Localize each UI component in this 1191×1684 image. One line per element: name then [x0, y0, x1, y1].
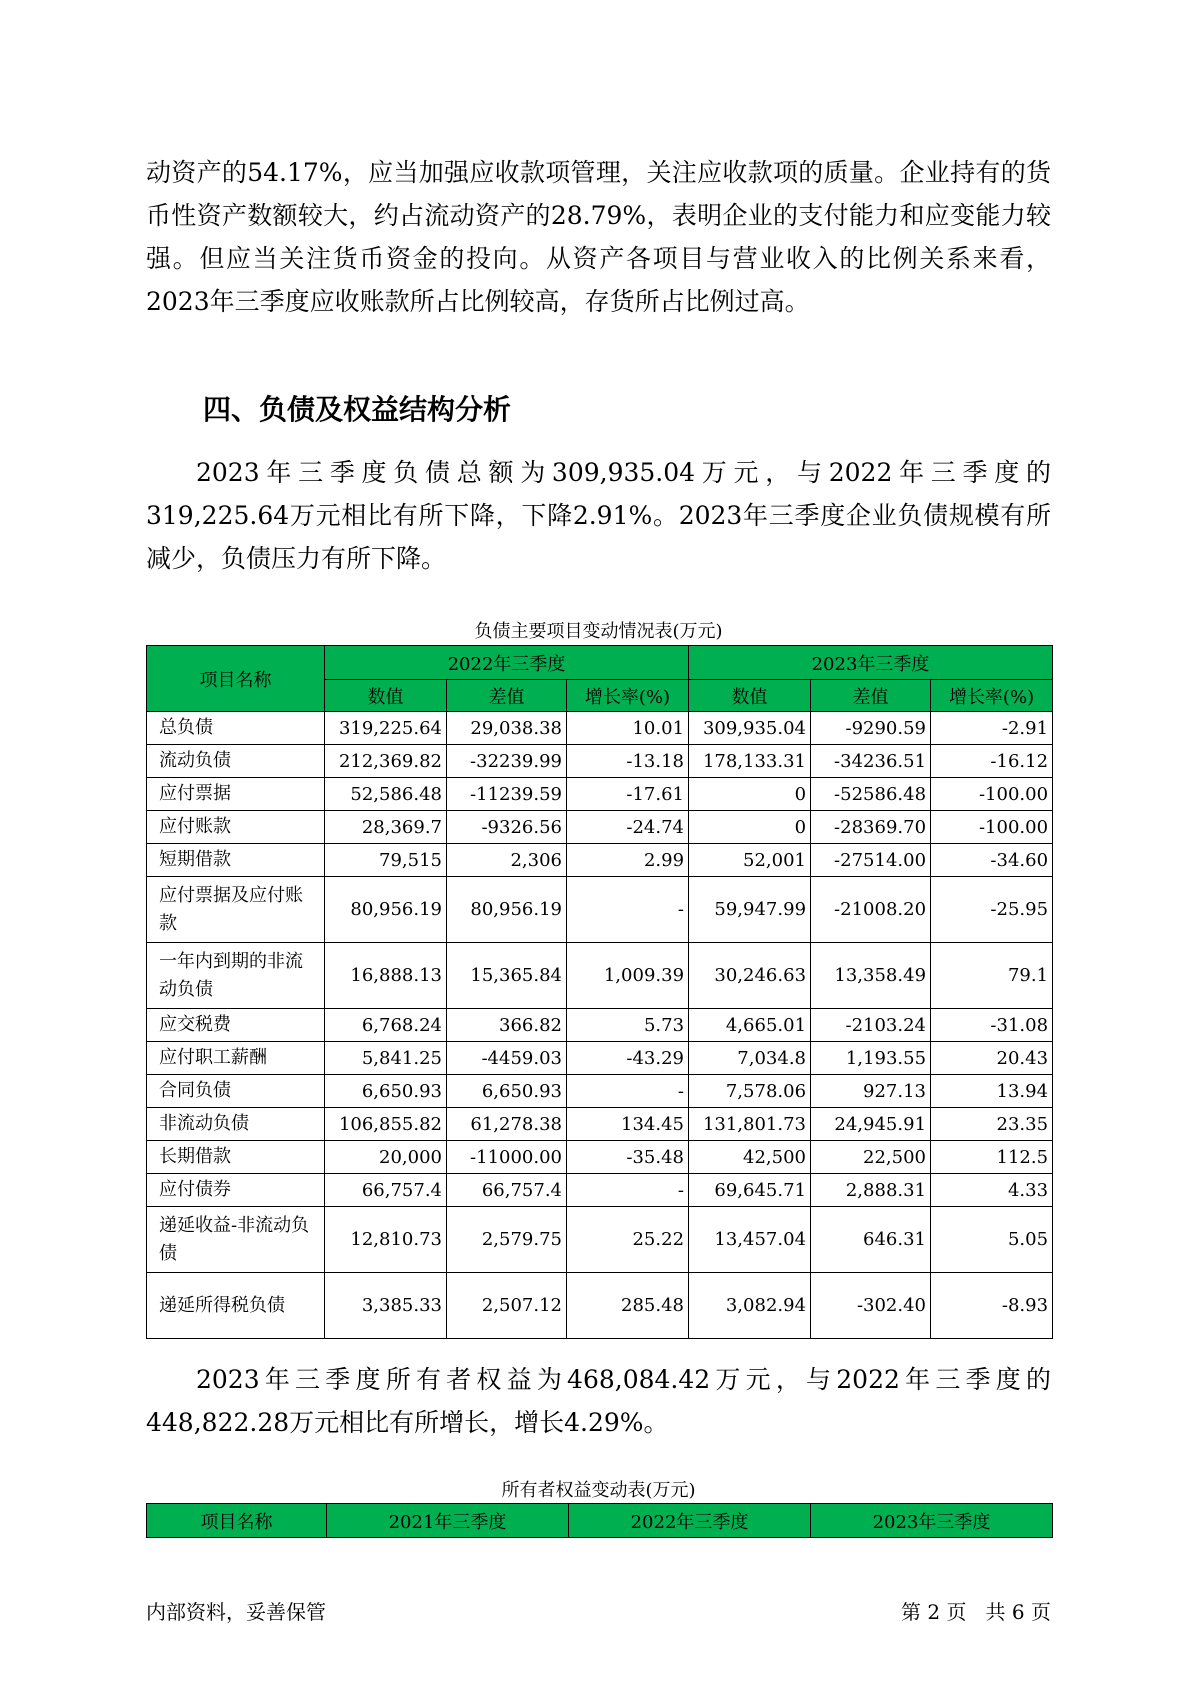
footer-confidential: 内部资料，妥善保管 [146, 1600, 326, 1624]
table-cell: 66,757.4 [325, 1174, 447, 1207]
table-cell: 25.22 [567, 1207, 689, 1273]
equity-table [146, 1503, 1053, 1538]
table-cell: 69,645.71 [689, 1174, 811, 1207]
sub-header: 差值 [811, 680, 931, 712]
table-cell: 16,888.13 [325, 943, 447, 1009]
table-row [147, 1141, 1053, 1174]
table-cell: 366.82 [447, 1009, 567, 1042]
row-label: 合同负债 [147, 1075, 325, 1108]
row-label: 应付债券 [147, 1174, 325, 1207]
table-cell: -16.12 [931, 745, 1053, 778]
table-cell: 23.35 [931, 1108, 1053, 1141]
liability-paragraph: 2023年三季度负债总额为309,935.04万元，与2022年三季度的319,225.64万元相比有所下降，下降2.91%。2023年三季度企业负债规模有所减少，负债压力有所下降。 [146, 458, 1051, 573]
table-row [147, 1273, 1053, 1339]
table-row [147, 1207, 1053, 1273]
liability-table [146, 645, 1053, 1339]
intro-paragraph: 动资产的54.17%，应当加强应收款项管理，关注应收款项的质量。企业持有的货币性资产数额较大，约占流动资产的28.79%，表明企业的支付能力和应变能力较强。但应当关注货币资金的投向。从资产各项目与营业收入的比例关系来看，2023年三季度应收账款所占比例较高，存货所占比例过高。 [146, 158, 1051, 316]
equity-header-period: 2023年三季度 [811, 1504, 1053, 1538]
liability-table-body [147, 712, 1053, 1339]
period-header: 2023年三季度 [689, 646, 1053, 680]
table-cell: 79.1 [931, 943, 1053, 1009]
table-row [147, 1108, 1053, 1141]
table-cell: 7,034.8 [689, 1042, 811, 1075]
sub-header: 数值 [325, 680, 447, 712]
table-cell: 2,507.12 [447, 1273, 567, 1339]
table-row [147, 745, 1053, 778]
sub-header: 差值 [447, 680, 567, 712]
table-row [147, 877, 1053, 943]
table-cell: -32239.99 [447, 745, 567, 778]
equity-table-caption: 所有者权益变动表(万元) [501, 1480, 696, 1501]
table-cell: 2.99 [567, 844, 689, 877]
table-cell: 4,665.01 [689, 1009, 811, 1042]
table-cell: -2.91 [931, 712, 1053, 745]
table-cell: 646.31 [811, 1207, 931, 1273]
table-cell: 29,038.38 [447, 712, 567, 745]
item-name-header: 项目名称 [147, 646, 325, 712]
table-cell: -52586.48 [811, 778, 931, 811]
table-cell: - [567, 877, 689, 943]
table-cell: -31.08 [931, 1009, 1053, 1042]
table-cell: 5.05 [931, 1207, 1053, 1273]
table-cell: 20.43 [931, 1042, 1053, 1075]
table-row [147, 1009, 1053, 1042]
table-cell: -43.29 [567, 1042, 689, 1075]
table-cell: 3,082.94 [689, 1273, 811, 1339]
table-row [147, 1174, 1053, 1207]
table-cell: 0 [689, 811, 811, 844]
table-cell: 1,009.39 [567, 943, 689, 1009]
table-cell: 52,586.48 [325, 778, 447, 811]
table-cell: 4.33 [931, 1174, 1053, 1207]
table-cell: -100.00 [931, 811, 1053, 844]
row-label: 应交税费 [147, 1009, 325, 1042]
table-cell: -11239.59 [447, 778, 567, 811]
table-cell: 30,246.63 [689, 943, 811, 1009]
table-row [147, 1042, 1053, 1075]
table-row [147, 1075, 1053, 1108]
table-cell: 131,801.73 [689, 1108, 811, 1141]
table-cell: 13,457.04 [689, 1207, 811, 1273]
table-cell: -11000.00 [447, 1141, 567, 1174]
table-cell: -28369.70 [811, 811, 931, 844]
table-cell: 59,947.99 [689, 877, 811, 943]
table-cell: 5,841.25 [325, 1042, 447, 1075]
table-cell: 309,935.04 [689, 712, 811, 745]
table-cell: 2,579.75 [447, 1207, 567, 1273]
table-cell: 3,385.33 [325, 1273, 447, 1339]
row-label: 应付票据 [147, 778, 325, 811]
table-cell: 1,193.55 [811, 1042, 931, 1075]
row-label: 长期借款 [147, 1141, 325, 1174]
table-cell: -4459.03 [447, 1042, 567, 1075]
table-cell: -100.00 [931, 778, 1053, 811]
table-cell: 24,945.91 [811, 1108, 931, 1141]
table-cell: 28,369.7 [325, 811, 447, 844]
table-cell: 12,810.73 [325, 1207, 447, 1273]
table-cell: -8.93 [931, 1273, 1053, 1339]
footer-page-number: 第 2 页 共 6 页 [901, 1600, 1051, 1624]
table-cell: 20,000 [325, 1141, 447, 1174]
row-label: 总负债 [147, 712, 325, 745]
liability-table-caption: 负债主要项目变动情况表(万元) [474, 621, 723, 642]
table-cell: - [567, 1174, 689, 1207]
table-cell: 66,757.4 [447, 1174, 567, 1207]
table-cell: - [567, 1075, 689, 1108]
table-cell: 2,306 [447, 844, 567, 877]
table-cell: 7,578.06 [689, 1075, 811, 1108]
table-cell: 178,133.31 [689, 745, 811, 778]
table-cell: -25.95 [931, 877, 1053, 943]
period-header: 2022年三季度 [325, 646, 689, 680]
row-label: 一年内到期的非流动负债 [147, 943, 325, 1009]
table-cell: 2,888.31 [811, 1174, 931, 1207]
table-cell: 106,855.82 [325, 1108, 447, 1141]
table-cell: 80,956.19 [325, 877, 447, 943]
table-cell: 10.01 [567, 712, 689, 745]
table-cell: 80,956.19 [447, 877, 567, 943]
row-label: 应付票据及应付账款 [147, 877, 325, 943]
table-cell: -27514.00 [811, 844, 931, 877]
table-row [147, 943, 1053, 1009]
table-cell: 212,369.82 [325, 745, 447, 778]
equity-header-period: 2021年三季度 [327, 1504, 569, 1538]
table-cell: 6,650.93 [447, 1075, 567, 1108]
table-cell: 927.13 [811, 1075, 931, 1108]
table-cell: 13.94 [931, 1075, 1053, 1108]
sub-header: 增长率(%) [931, 680, 1053, 712]
table-cell: 61,278.38 [447, 1108, 567, 1141]
table-cell: 134.45 [567, 1108, 689, 1141]
table-cell: 5.73 [567, 1009, 689, 1042]
table-cell: 13,358.49 [811, 943, 931, 1009]
table-cell: 79,515 [325, 844, 447, 877]
table-cell: -17.61 [567, 778, 689, 811]
table-row [147, 844, 1053, 877]
table-cell: 22,500 [811, 1141, 931, 1174]
table-row [147, 778, 1053, 811]
table-cell: -24.74 [567, 811, 689, 844]
table-cell: 319,225.64 [325, 712, 447, 745]
equity-paragraph: 2023年三季度所有者权益为468,084.42万元，与2022年三季度的448,822.28万元相比有所增长，增长4.29%。 [146, 1365, 1051, 1437]
sub-header: 数值 [689, 680, 811, 712]
table-cell: -21008.20 [811, 877, 931, 943]
table-row [147, 811, 1053, 844]
table-cell: 112.5 [931, 1141, 1053, 1174]
row-label: 流动负债 [147, 745, 325, 778]
table-cell: -13.18 [567, 745, 689, 778]
table-cell: 0 [689, 778, 811, 811]
equity-header-item: 项目名称 [147, 1504, 327, 1538]
table-cell: 285.48 [567, 1273, 689, 1339]
table-cell: -2103.24 [811, 1009, 931, 1042]
table-cell: -9326.56 [447, 811, 567, 844]
table-row [147, 712, 1053, 745]
row-label: 递延所得税负债 [147, 1273, 325, 1339]
row-label: 应付账款 [147, 811, 325, 844]
table-cell: -302.40 [811, 1273, 931, 1339]
table-cell: 6,650.93 [325, 1075, 447, 1108]
equity-header-period: 2022年三季度 [569, 1504, 811, 1538]
sub-header: 增长率(%) [567, 680, 689, 712]
table-cell: 15,365.84 [447, 943, 567, 1009]
section-heading: 四、负债及权益结构分析 [203, 393, 512, 426]
row-label: 递延收益-非流动负债 [147, 1207, 325, 1273]
table-cell: -35.48 [567, 1141, 689, 1174]
row-label: 应付职工薪酬 [147, 1042, 325, 1075]
table-cell: -34.60 [931, 844, 1053, 877]
row-label: 短期借款 [147, 844, 325, 877]
table-cell: -9290.59 [811, 712, 931, 745]
table-cell: 52,001 [689, 844, 811, 877]
table-cell: -34236.51 [811, 745, 931, 778]
table-cell: 42,500 [689, 1141, 811, 1174]
table-cell: 6,768.24 [325, 1009, 447, 1042]
row-label: 非流动负债 [147, 1108, 325, 1141]
